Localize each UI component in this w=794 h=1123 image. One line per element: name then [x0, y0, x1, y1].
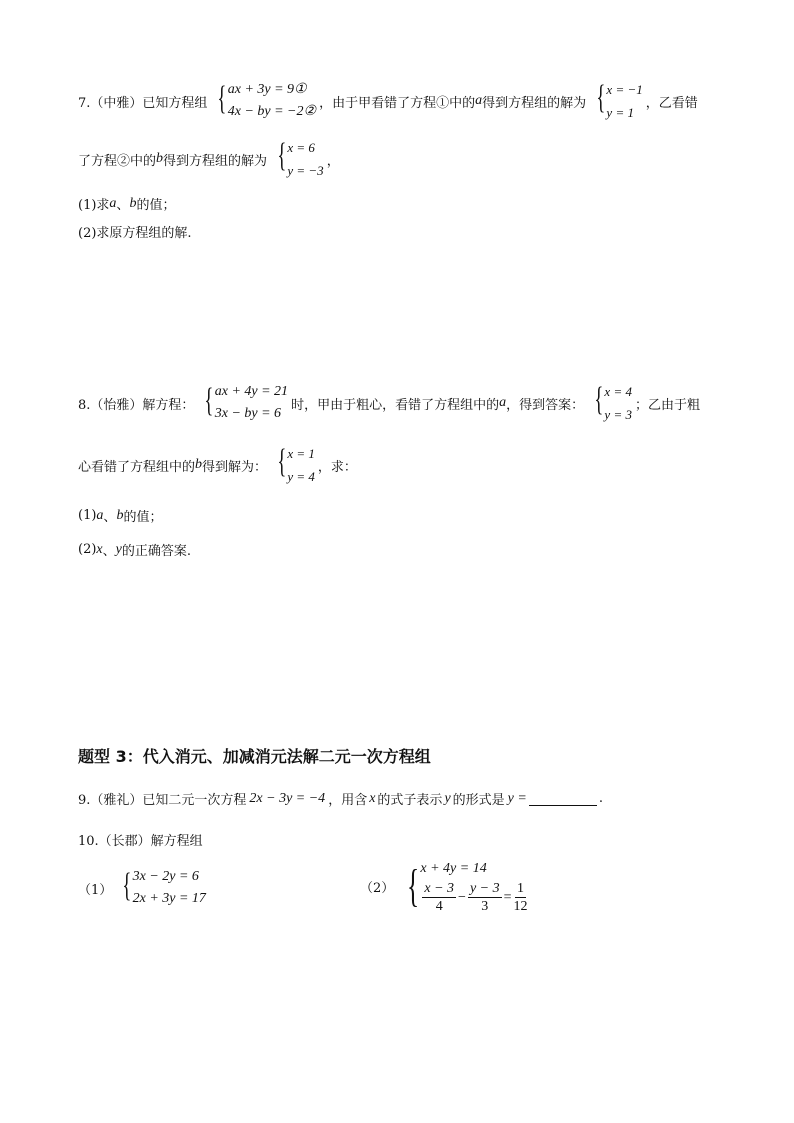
fraction-denominator: 4	[435, 899, 443, 914]
q8-part2-x: x	[96, 541, 103, 557]
q8-solution-2	[270, 442, 315, 488]
q7-system	[210, 79, 316, 123]
q9-tail: .	[598, 791, 603, 806]
equals-sign: =	[503, 889, 512, 905]
q8-line-1	[78, 380, 700, 426]
q9-var-x: x	[369, 790, 376, 806]
q8-line2-prefix: 心看错了方程组中的	[78, 459, 196, 475]
q10-p2-label: （2）	[360, 881, 395, 896]
q10-p1-system	[115, 866, 206, 910]
q8-mid2: ，得到答案：	[506, 397, 585, 413]
section-heading: 题型 3：代入消元、加减消元法解二元一次方程组	[78, 747, 431, 766]
q8-sol1-y: y = 3	[604, 407, 632, 422]
fraction-numerator: 1	[517, 881, 525, 896]
q9-answer-lhs: y =	[507, 790, 527, 806]
q7-sys-eq2: 4x − by = −2②	[227, 104, 317, 119]
q8-part-1	[78, 506, 162, 525]
q8-part1-a: a	[96, 507, 104, 523]
q7-part1-sep: 、	[116, 198, 130, 213]
q8-tail: ；乙由于粗	[634, 397, 700, 413]
q8-system	[197, 381, 288, 425]
q9-mid3: 的形式是	[452, 793, 505, 808]
fraction-numerator: x − 3	[424, 881, 455, 896]
q7-var-a: a	[475, 93, 483, 108]
q10-prefix: 10.（长郡）解方程组	[78, 834, 203, 849]
q8-sol1-x: x = 4	[604, 384, 632, 399]
q7-sol2-y: y = −3	[287, 163, 324, 178]
q7-part1-text: (1)求	[78, 198, 110, 213]
q8-part-2	[78, 540, 191, 559]
q7-solution-1	[589, 78, 643, 124]
q8-part2-text: (2)	[78, 542, 97, 557]
q10-p2-system	[397, 858, 529, 915]
q8-sys-eq2: 3x − by = 6	[214, 406, 282, 421]
q7-line2-tail: ，	[326, 153, 340, 169]
left-brace-icon: {	[277, 443, 287, 480]
q7-mid2: 得到方程组的解为	[482, 95, 587, 111]
q8-sys-eq1: ax + 4y = 21	[214, 384, 289, 399]
q9-prefix: 9.（雅礼）已知二元一次方程	[78, 793, 247, 808]
q9-mid: ，用含	[328, 793, 368, 808]
q7-part1-b: b	[129, 195, 137, 211]
q7-sol1-y: y = 1	[606, 105, 634, 120]
q8-solution-1	[587, 380, 632, 426]
q8-line-2	[78, 442, 357, 488]
q10-part-2	[360, 858, 533, 915]
q8-part1-text: (1)	[78, 508, 97, 523]
q8-part2-sep: 、	[102, 544, 116, 559]
q7-var-b: b	[156, 151, 164, 166]
q7-tail: ，乙看错	[645, 95, 698, 111]
q7-part1-tail: 的值；	[136, 198, 176, 213]
q8-mid: 时，甲由于粗心，看错了方程组中的	[291, 397, 500, 413]
q7-sol1-x: x = −1	[606, 82, 643, 97]
q7-line2-prefix: 了方程②中的	[78, 153, 157, 169]
left-brace-icon: {	[204, 382, 214, 419]
q9-line	[78, 789, 603, 808]
fraction	[468, 880, 502, 915]
left-brace-icon: {	[122, 867, 132, 904]
q8-var-b: b	[195, 457, 203, 472]
q7-line-2	[78, 136, 340, 182]
q8-part1-sep: 、	[103, 510, 117, 525]
q8-var-a: a	[499, 395, 507, 410]
q7-sys-eq1: ax + 3y = 9①	[227, 82, 307, 97]
left-brace-icon: {	[594, 381, 604, 418]
q7-part1-a: a	[109, 195, 117, 211]
q7-mid: ，由于甲看错了方程①中的	[319, 95, 476, 111]
q7-line-1	[78, 78, 698, 124]
q7-prefix: 7.（中雅）已知方程组	[78, 95, 208, 111]
q8-part2-tail: 的正确答案.	[121, 544, 192, 559]
minus-sign: −	[458, 889, 466, 905]
q10-part-1	[78, 866, 209, 910]
q8-line2-tail: ，求：	[317, 459, 357, 475]
fraction	[422, 880, 456, 915]
q8-line2-mid: 得到解为：	[202, 459, 268, 475]
q8-sol2-y: y = 4	[287, 469, 315, 484]
fraction-denominator: 12	[513, 899, 528, 914]
fraction	[514, 880, 528, 915]
q8-part1-tail: 的值；	[123, 510, 163, 525]
q7-part-2	[78, 222, 192, 241]
left-brace-icon: {	[277, 137, 287, 174]
q9-mid2: 的式子表示	[377, 793, 443, 808]
answer-blank[interactable]	[529, 791, 597, 806]
q10-prompt	[78, 830, 203, 849]
q10-p1-label: （1）	[78, 882, 113, 898]
q10-p1-eq2: 2x + 3y = 17	[132, 891, 206, 906]
q8-part2-y: y	[115, 541, 122, 557]
left-brace-icon: {	[596, 79, 606, 116]
q8-part1-b: b	[116, 507, 124, 523]
q8-sol2-x: x = 1	[287, 446, 315, 461]
q9-equation: 2x − 3y = −4	[249, 790, 326, 806]
q7-sol2-x: x = 6	[287, 140, 315, 155]
q10-p1-eq1: 3x − 2y = 6	[132, 869, 199, 884]
q7-part2-text: (2)求原方程组的解.	[78, 226, 192, 241]
left-brace-icon: {	[407, 860, 420, 911]
q7-part-1	[78, 194, 175, 213]
q7-line2-mid: 得到方程组的解为	[163, 153, 268, 169]
q7-solution-2	[270, 136, 324, 182]
q10-p2-eq1: x + 4y = 14	[420, 861, 487, 876]
q10-p2-eq2	[420, 880, 529, 915]
fraction-numerator: y − 3	[469, 881, 500, 896]
q8-prefix: 8.（怡雅）解方程：	[78, 397, 195, 413]
fraction-denominator: 3	[481, 899, 489, 914]
q9-var-y: y	[444, 790, 451, 806]
left-brace-icon: {	[217, 80, 227, 117]
